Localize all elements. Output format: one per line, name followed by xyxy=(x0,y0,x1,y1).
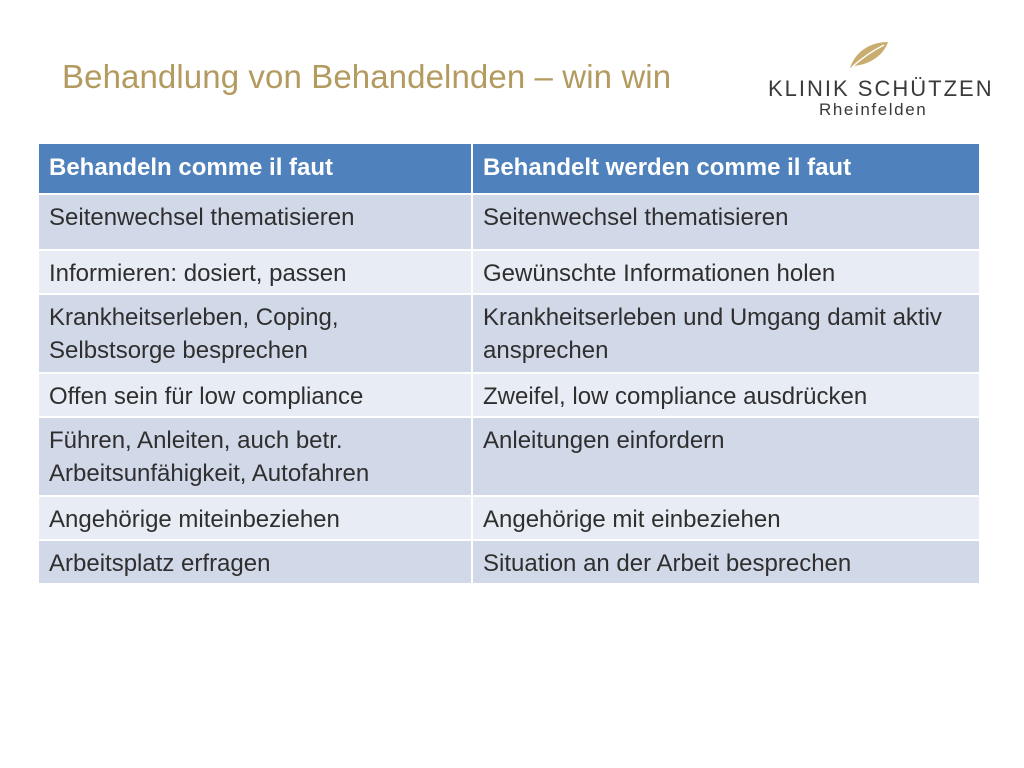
logo-place-text: Rheinfelden xyxy=(819,100,928,119)
table-cell: Seitenwechsel thematisieren xyxy=(472,194,980,250)
table-cell: Informieren: dosiert, passen xyxy=(38,250,472,294)
table-row xyxy=(38,540,980,584)
slide-title: Behandlung von Behandelnden – win win xyxy=(62,58,672,95)
table-cell: Zweifel, low compliance ausdrücken xyxy=(472,373,980,417)
table-row xyxy=(38,250,980,294)
table-cell: Arbeitsplatz erfragen xyxy=(38,540,472,584)
table-row xyxy=(38,373,980,417)
table-cell: Offen sein für low compliance xyxy=(38,373,472,417)
table-cell: Krankheitserleben, Coping, Selbstsorge besprechen xyxy=(38,294,472,373)
table-row xyxy=(38,496,980,540)
comparison-table xyxy=(37,142,981,585)
table-cell: Führen, Anleiten, auch betr. Arbeitsunfähigkeit, Autofahren xyxy=(38,417,472,496)
table-row xyxy=(38,294,980,373)
logo-brand-text: KLINIK SCHÜTZEN xyxy=(768,76,994,101)
table-cell: Seitenwechsel thematisieren xyxy=(38,194,472,250)
table-cell: Anleitungen einfordern xyxy=(472,417,980,496)
table-row xyxy=(38,194,980,250)
table-cell: Angehörige miteinbeziehen xyxy=(38,496,472,540)
table-cell: Situation an der Arbeit besprechen xyxy=(472,540,980,584)
table-row xyxy=(38,417,980,496)
table-cell: Gewünschte Informationen holen xyxy=(472,250,980,294)
table-header-row xyxy=(38,143,980,194)
table-cell: Angehörige mit einbeziehen xyxy=(472,496,980,540)
table-header-cell: Behandeln comme il faut xyxy=(38,143,472,194)
clinic-logo xyxy=(764,38,994,119)
table-header-cell: Behandelt werden comme il faut xyxy=(472,143,980,194)
leaf-icon xyxy=(846,40,890,70)
table-cell: Krankheitserleben und Umgang damit aktiv ansprechen xyxy=(472,294,980,373)
